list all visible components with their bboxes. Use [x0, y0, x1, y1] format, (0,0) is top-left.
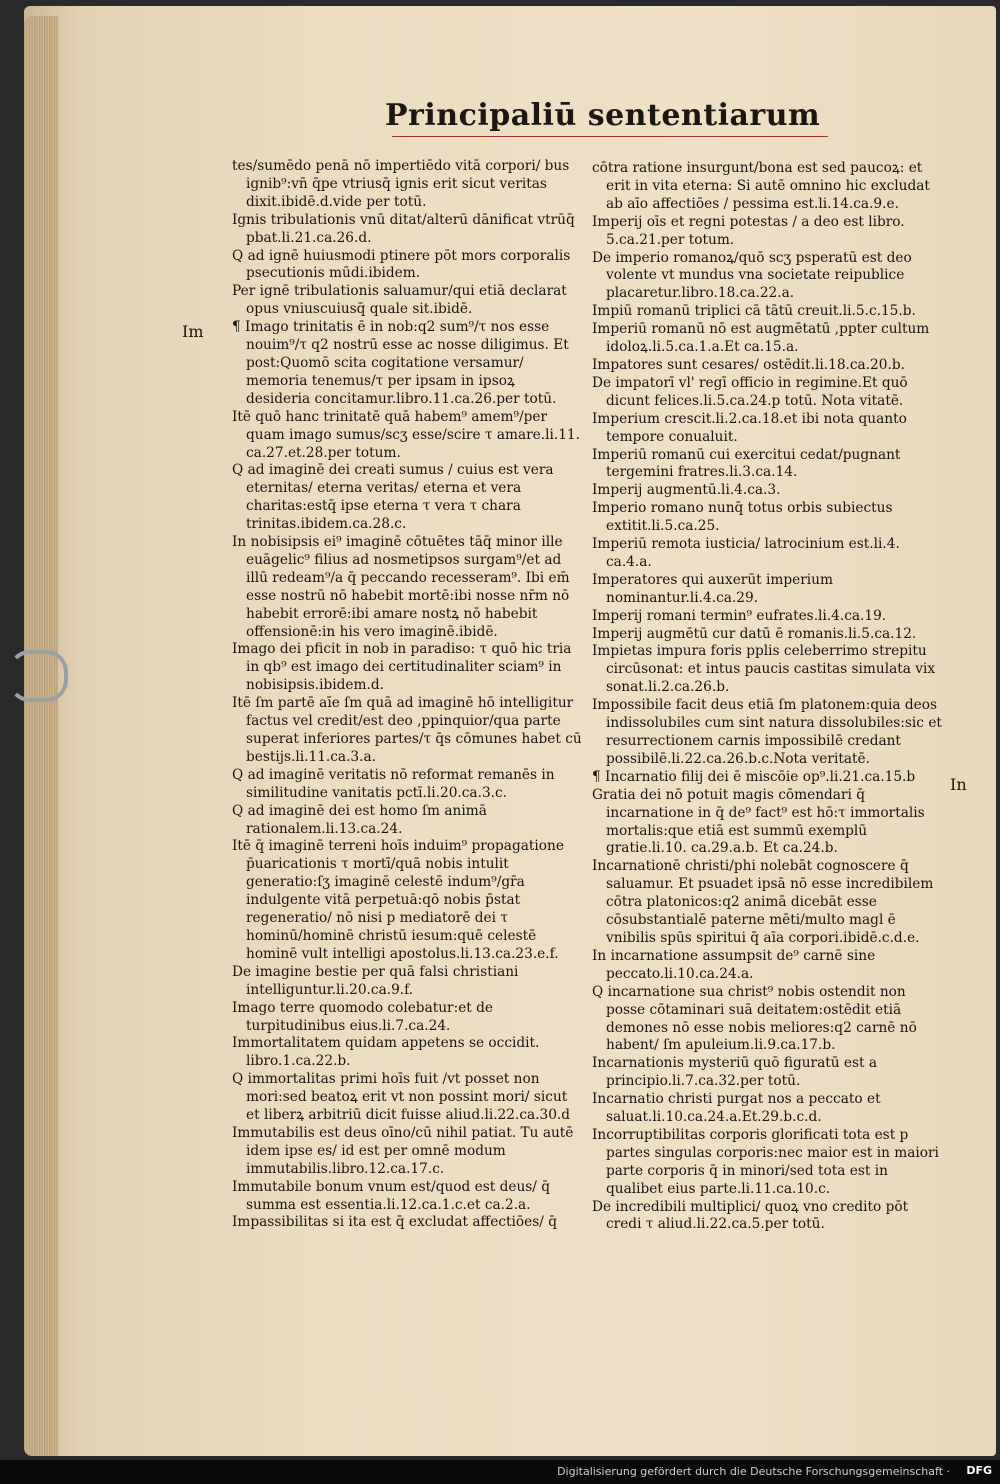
index-entry: Immortalitatem quidam appetens se occidit. libro.1.ca.22.b.	[232, 1035, 540, 1070]
index-entry: Itē ſm partē aīe ſm quā ad imaginē hō intelligitur factus vel credit/est deo ,ppinquior/qua parte superat inferiores partes/τ q̄s cōmunes habet cū bestijs.li.11.ca.3.a.	[232, 695, 582, 765]
index-entry: Incarnatio christi purgat nos a peccato et saluat.li.10.ca.24.a.Et.29.b.c.d.	[592, 1091, 881, 1126]
header-rule	[392, 136, 828, 137]
index-entry: Q immortalitas primi hoīs fuit /vt posset non mori:sed beatoꝝ erit vt non possint mori/ sicut et liberꝝ arbitriū dicit fuisse aliud.li.22.ca.30.d	[232, 1071, 571, 1124]
index-entry: Imperatores qui auxerūt imperium nominantur.li.4.ca.29.	[592, 571, 833, 606]
index-entry: Imperij augmētū cur datū ē romanis.li.5.ca.12.	[592, 625, 917, 642]
index-entry: Imperium crescit.li.2.ca.18.et ibi nota quanto tempore conualuit.	[592, 410, 907, 445]
index-entry: Imperij augmentū.li.4.ca.3.	[592, 482, 781, 499]
index-entry: Impassibilitas si ita est q̄ excludat affectiōes/ q̄	[232, 1214, 557, 1231]
index-entry: De incredibili multiplici/ quoꝝ vno credito pōt credi τ aliud.li.22.ca.5.per totū.	[592, 1198, 909, 1233]
index-entry: Q ad ignē huiusmodi ptinere pōt mors corporalis psecutionis mūdi.ibidem.	[232, 247, 571, 282]
index-entry: Itē quō hanc trinitatē quā habem⁹ amem⁹/per quam imago sumus/scʒ esse/scire τ amare.li.11. ca.27.et.28.per totum.	[232, 408, 580, 461]
index-entry: Q incarnatione sua christ⁹ nobis ostendit non posse cōtaminari suā deitatem:ostēdit etiā demones nō esse nobis meliores:q2 carnē nō habent/ ſm apuleium.li.9.ca.17.b.	[592, 983, 917, 1054]
index-entry: cōtra ratione insurgunt/bona est sed paucoꝝ: et erit in vita eterna: Si autē omnino hic excludat ab aīo affectiōes / pessima est.li.14.ca.9.e.	[592, 160, 930, 212]
index-entry: Impiū romanū triplici cā tātū creuit.li.5.c.15.b.	[592, 303, 916, 320]
index-entry: Imperij oīs et regni potestas / a deo est libro. 5.ca.21.per totum.	[592, 213, 905, 248]
page-clip	[8, 650, 68, 702]
index-entry: Imperij romani termin⁹ eufrates.li.4.ca.19.	[592, 607, 887, 624]
footer-bar	[0, 1460, 1000, 1484]
index-entry: In incarnatione assumpsit de⁹ carnē sine peccato.li.10.ca.24.a.	[592, 947, 876, 982]
index-entry: Imperiū remota iusticia/ latrocinium est.li.4. ca.4.a.	[592, 536, 900, 570]
index-entry: Imago terre quomodo colebatur:et de turpitudinibus eius.li.7.ca.24.	[232, 999, 494, 1034]
index-entry: Q ad imaginē dei est homo ſm animā rationalem.li.13.ca.24.	[232, 802, 487, 837]
left-column	[232, 158, 582, 1232]
index-entry: ¶ Imago trinitatis ē in nob:q2 sum⁹/τ nos esse nouim⁹/τ q2 nostrū esse ac nosse diligimus. Et post:Quomō scita cogitatione versamur/ memoria tenemus/τ per ipsam in ipsoꝝ desideria concitamur.libro.11.ca.26.per totū.	[232, 319, 569, 407]
index-entry: De imperio romanoꝝ/quō scʒ psperatū est deo volente vt mundus vna societate reipublice placaretur.libro.18.ca.22.a.	[592, 249, 912, 302]
index-entry: Impossibile facit deus etiā ſm platonem:quia deos indissolubiles cum sint natura dissolubiles:sic et resurrectionem carnis impossibilē credant possibilē.li.22.ca.26.b.c.Nota veritatē.	[592, 697, 942, 767]
footer-credit: Digitalisierung gefördert durch die Deutsche Forschungsgemeinschaft ·	[557, 1465, 950, 1478]
running-header: Principaliū sententiarum	[385, 98, 821, 133]
index-entry: Imperiū romanū cui exercitui cedat/pugnant tergemini fratres.li.3.ca.14.	[592, 446, 901, 481]
page-edge	[24, 16, 58, 1456]
index-entry: Impietas impura foris pplis celeberrimo strepitu circūsonat: et intus paucis castitas simulata vix sonat.li.2.ca.26.b.	[592, 643, 936, 696]
index-entry: De imagine bestie per quā falsi christiani intelliguntur.li.20.ca.9.f.	[232, 963, 519, 998]
right-column	[592, 160, 942, 1234]
index-entry: Q ad imaginē dei creati sumus / cuius est vera eternitas/ eterna veritas/ eterna et vera charitas:estq̄ ipse eterna τ vera τ chara trinitas.ibidem.ca.28.c.	[232, 462, 554, 533]
dfg-logo: DFG	[966, 1464, 992, 1477]
index-entry: In nobisipsis ei⁹ imaginē cōtuētes tāq̄ minor ille euāgelic⁹ filius ad nosmetipsos surgam⁹/et ad illū redeam⁹/a q̄ peccando recesseram⁹. Ibi em̄ esse nostrū nō habebit mortē:ibi nosse nr̄m nō habebit errorē:ibi amare nostꝝ nō habebit offensionē:in his vero imaginē.ibidē.	[232, 534, 570, 640]
index-entry: Incarnationis mysteriū quō figuratū est a principio.li.7.ca.32.per totū.	[592, 1055, 878, 1090]
index-entry: Q ad imaginē veritatis nō reformat remanēs in similitudine vanitatis pctī.li.20.ca.3.c.	[232, 766, 555, 801]
index-entry: De impatorī vl' regī officio in regimine.Et quō dicunt felices.li.5.ca.24.p totū. Nota vitatē.	[592, 374, 908, 409]
margin-note-left: Im	[182, 322, 204, 341]
index-entry: Imperiū romanū nō est augmētatū ,ppter cultum idoloꝝ.li.5.ca.1.a.Et ca.15.a.	[592, 321, 930, 356]
index-entry: ¶ Incarnatio filij dei ē miscōie op⁹.li.21.ca.15.b	[592, 768, 916, 785]
index-entry: Incarnationē christi/phi nolebāt cognoscere q̄ saluamur. Et psuadet ipsā nō esse incredibilem cōtra platonicos:q2 animā dicebāt esse cōsubstantialē paterne mēti/multo magl ē vnibilis spūs spiritui q̄ aīa corpori.ibidē.c.d.e.	[592, 858, 934, 946]
index-entry: Itē q̄ imaginē terreni hoīs induim⁹ propagatione p̄uaricationis τ mortī/quā nobis intulit generatio:ſʒ imaginē celestē indum⁹/gr̄a indulgente vitā perpetuā:qō nobis p̄stat regeneratio/ nō nisi p mediatorē dei τ hominū/hominē christū iesum:quē celestē hominē vult intelligi apostolus.li.13.ca.23.e.f.	[232, 838, 564, 962]
index-entry: tes/sumēdo penā nō impertiēdo vitā corpori/ bus ignib⁹:vn̄ q̄pe vtriusq̄ ignis erit sicut veritas dixit.ibidē.d.vide per totū.	[232, 158, 570, 210]
index-entry: Gratia dei nō potuit magis cōmendari q̄ incarnatione in q̄ de⁹ fact⁹ est hō:τ immortalis mortalis:que etiā est summū exemplū gratie.li.10. ca.29.a.b. Et ca.24.b.	[592, 786, 925, 857]
index-entry: Impatores sunt cesares/ ostēdit.li.18.ca.20.b.	[592, 356, 905, 373]
index-entry: Incorruptibilitas corporis glorificati tota est p partes singulas corporis:nec maior est in maiori parte corporis q̄ in minori/sed tota est in qualibet eius parte.li.11.ca.10.c.	[592, 1126, 939, 1197]
index-entry: Per ignē tribulationis saluamur/qui etiā declarat opus vniuscuiusq̄ quale sit.ibidē.	[232, 283, 567, 318]
index-entry: Immutabilis est deus oīno/cū nihil patiat. Tu autē idem ipse es/ id est per omnē modum immutabilis.libro.12.ca.17.c.	[232, 1124, 574, 1177]
index-entry: Ignis tribulationis vnū ditat/alterū dānificat vtrūq̄ pbat.li.21.ca.26.d.	[232, 211, 575, 246]
margin-note-right: In	[950, 775, 967, 794]
index-entry: Immutabile bonum vnum est/quod est deus/ q̄ summa est essentia.li.12.ca.1.c.et ca.2.a.	[232, 1178, 551, 1213]
index-entry: Imperio romano nunq̄ totus orbis subiectus extitit.li.5.ca.25.	[592, 500, 893, 535]
index-entry: Imago dei pficit in nob in paradiso: τ quō hic tria in qb⁹ est imago dei certitudinaliter sciam⁹ in nobisipsis.ibidem.d.	[232, 641, 572, 694]
